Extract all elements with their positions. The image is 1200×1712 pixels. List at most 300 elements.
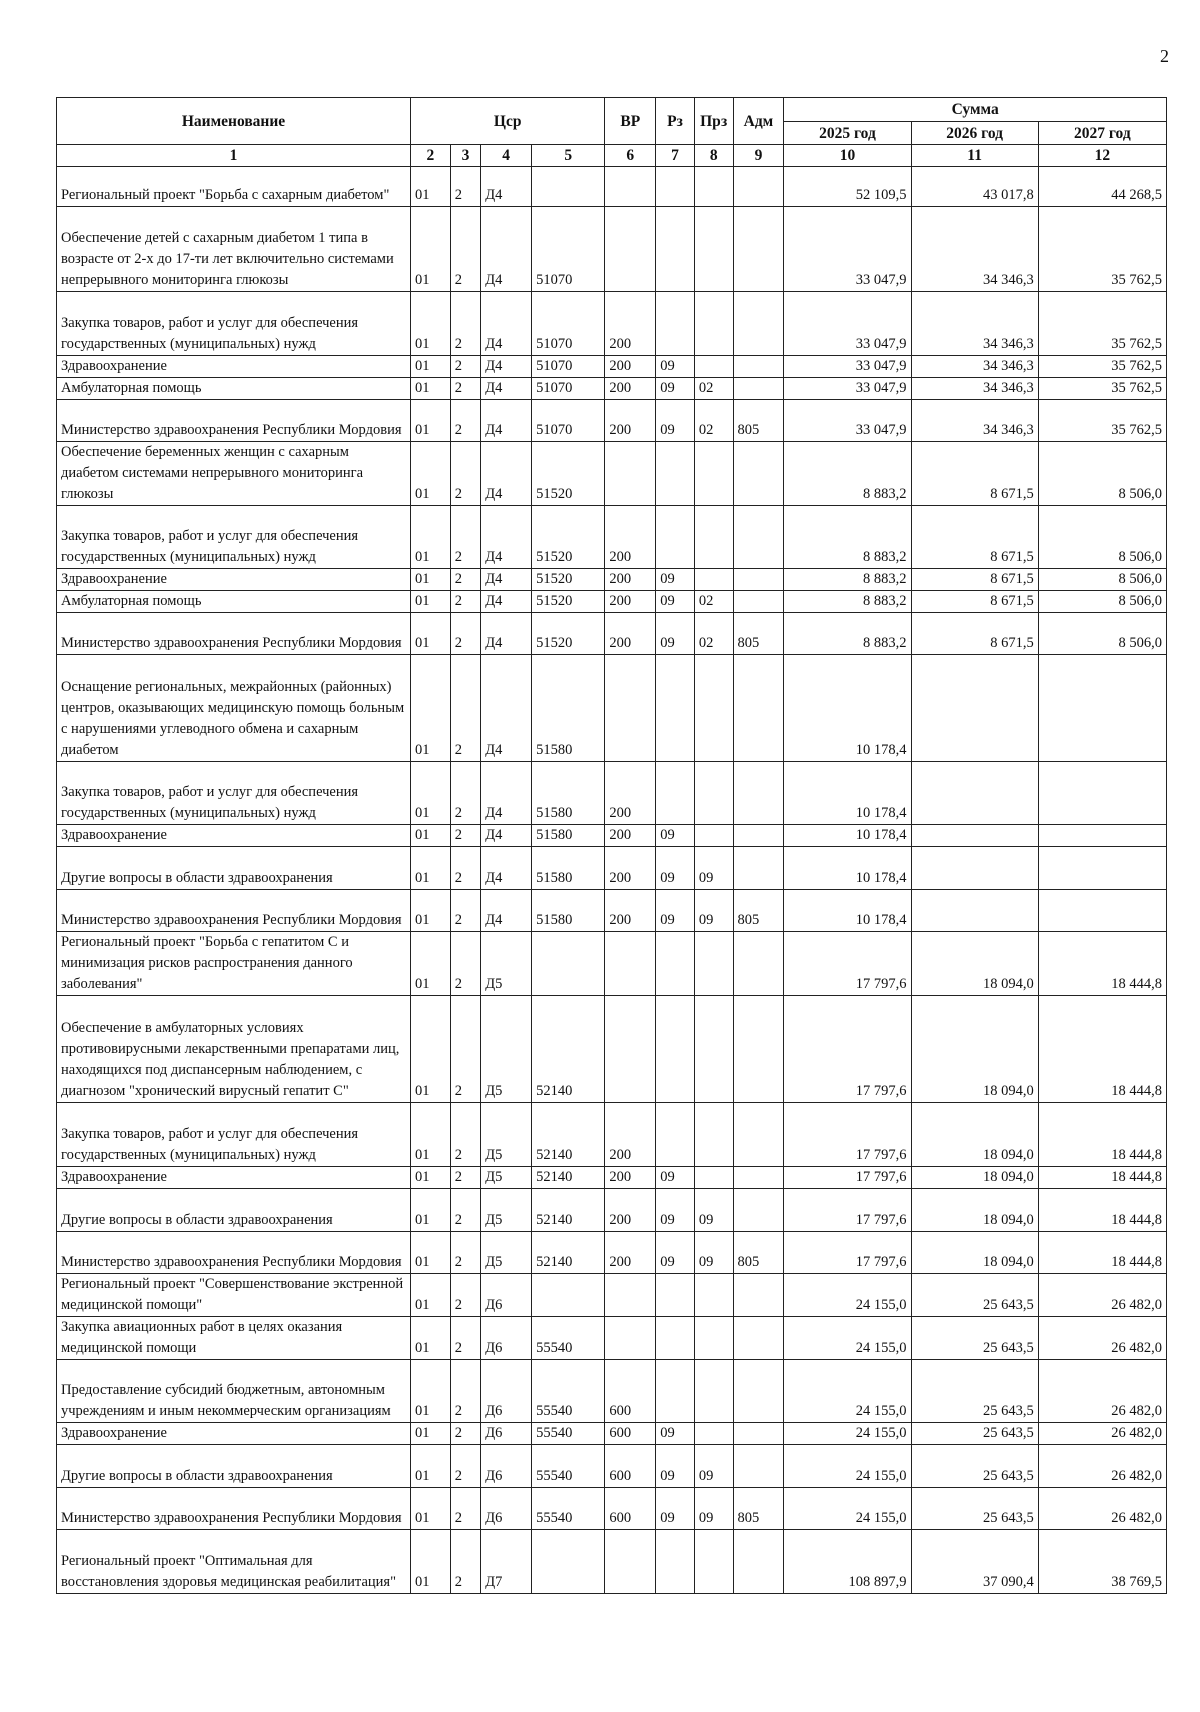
- prz-cell: [694, 442, 733, 506]
- prz-cell: [694, 506, 733, 569]
- sum-2026: 25 643,5: [911, 1423, 1038, 1445]
- csr-part-2: 2: [450, 207, 481, 292]
- sum-2027: 8 506,0: [1038, 442, 1166, 506]
- rz-cell: [656, 1103, 695, 1167]
- rz-cell: 09: [656, 847, 695, 890]
- csr-part-2: 2: [450, 167, 481, 207]
- csr-part-3: Д4: [481, 591, 532, 613]
- adm-cell: [733, 1274, 784, 1317]
- csr-part-3: Д5: [481, 996, 532, 1103]
- sum-2025: 24 155,0: [784, 1488, 911, 1530]
- vr-cell: 600: [605, 1445, 656, 1488]
- csr-part-1: 01: [411, 1274, 451, 1317]
- csr-part-4: 51070: [532, 400, 605, 442]
- sum-2027: [1038, 762, 1166, 825]
- rz-cell: [656, 932, 695, 996]
- csr-part-1: 01: [411, 1232, 451, 1274]
- csr-part-3: Д6: [481, 1274, 532, 1317]
- vr-cell: 600: [605, 1360, 656, 1423]
- vr-cell: [605, 442, 656, 506]
- sum-2026: [911, 762, 1038, 825]
- table-row: [57, 613, 1167, 655]
- sum-2027: 26 482,0: [1038, 1488, 1166, 1530]
- sum-2026: 18 094,0: [911, 1232, 1038, 1274]
- prz-cell: 02: [694, 591, 733, 613]
- rz-cell: [656, 655, 695, 762]
- prz-cell: 09: [694, 1189, 733, 1232]
- row-name: Амбулаторная помощь: [57, 591, 411, 613]
- row-name: Здравоохранение: [57, 356, 411, 378]
- csr-part-3: Д7: [481, 1530, 532, 1594]
- row-name: Закупка товаров, работ и услуг для обеспечения государственных (муниципальных) нужд: [57, 506, 411, 569]
- vr-cell: 200: [605, 378, 656, 400]
- csr-part-3: Д4: [481, 613, 532, 655]
- sum-2027: 44 268,5: [1038, 167, 1166, 207]
- csr-part-4: 52140: [532, 1167, 605, 1189]
- csr-part-2: 2: [450, 655, 481, 762]
- row-name: Региональный проект "Совершенствование экстренной медицинской помощи": [57, 1274, 411, 1317]
- csr-part-3: Д4: [481, 442, 532, 506]
- sum-2027: 26 482,0: [1038, 1360, 1166, 1423]
- adm-cell: 805: [733, 1232, 784, 1274]
- sum-2025: 17 797,6: [784, 1103, 911, 1167]
- vr-cell: 200: [605, 847, 656, 890]
- prz-cell: [694, 1423, 733, 1445]
- vr-cell: 200: [605, 1189, 656, 1232]
- prz-cell: [694, 1530, 733, 1594]
- sum-2026: 25 643,5: [911, 1317, 1038, 1360]
- row-name: Здравоохранение: [57, 1167, 411, 1189]
- sum-2026: 18 094,0: [911, 1189, 1038, 1232]
- adm-cell: [733, 655, 784, 762]
- csr-part-3: Д4: [481, 569, 532, 591]
- adm-cell: [733, 442, 784, 506]
- rz-cell: [656, 1360, 695, 1423]
- sum-2025: 10 178,4: [784, 762, 911, 825]
- csr-part-4: 55540: [532, 1423, 605, 1445]
- csr-part-1: 01: [411, 890, 451, 932]
- csr-part-3: Д5: [481, 1189, 532, 1232]
- table-row: [57, 1360, 1167, 1423]
- table-row: [57, 1189, 1167, 1232]
- csr-part-4: 51520: [532, 591, 605, 613]
- adm-cell: [733, 167, 784, 207]
- vr-cell: [605, 167, 656, 207]
- adm-cell: [733, 1317, 784, 1360]
- vr-cell: [605, 932, 656, 996]
- sum-2025: 17 797,6: [784, 996, 911, 1103]
- csr-part-4: 51070: [532, 292, 605, 356]
- header-csr: Цср: [411, 98, 605, 145]
- sum-2027: 18 444,8: [1038, 996, 1166, 1103]
- adm-cell: [733, 1167, 784, 1189]
- csr-part-4: 52140: [532, 996, 605, 1103]
- csr-part-1: 01: [411, 762, 451, 825]
- vr-cell: 600: [605, 1423, 656, 1445]
- csr-part-2: 2: [450, 506, 481, 569]
- vr-cell: 200: [605, 591, 656, 613]
- sum-2027: [1038, 847, 1166, 890]
- adm-cell: [733, 591, 784, 613]
- sum-2027: 8 506,0: [1038, 569, 1166, 591]
- row-name: Региональный проект "Борьба с гепатитом С и минимизация рисков распространения данного заболевания": [57, 932, 411, 996]
- csr-part-3: Д5: [481, 932, 532, 996]
- budget-table: [56, 97, 1167, 1594]
- vr-cell: [605, 207, 656, 292]
- sum-2026: [911, 890, 1038, 932]
- sum-2026: 37 090,4: [911, 1530, 1038, 1594]
- csr-part-1: 01: [411, 825, 451, 847]
- rz-cell: 09: [656, 1189, 695, 1232]
- table-row: [57, 207, 1167, 292]
- table-row: [57, 569, 1167, 591]
- csr-part-1: 01: [411, 167, 451, 207]
- sum-2025: 33 047,9: [784, 400, 911, 442]
- csr-part-2: 2: [450, 1103, 481, 1167]
- prz-cell: [694, 292, 733, 356]
- csr-part-4: 55540: [532, 1317, 605, 1360]
- csr-part-2: 2: [450, 442, 481, 506]
- csr-part-2: 2: [450, 890, 481, 932]
- sum-2025: 24 155,0: [784, 1360, 911, 1423]
- csr-part-3: Д5: [481, 1232, 532, 1274]
- sum-2027: 26 482,0: [1038, 1317, 1166, 1360]
- sum-2025: 10 178,4: [784, 847, 911, 890]
- header-adm: Адм: [733, 98, 784, 145]
- rz-cell: 09: [656, 400, 695, 442]
- sum-2025: 24 155,0: [784, 1274, 911, 1317]
- csr-part-2: 2: [450, 847, 481, 890]
- csr-part-1: 01: [411, 1167, 451, 1189]
- page-number: 2: [1160, 46, 1169, 66]
- rz-cell: 09: [656, 825, 695, 847]
- sum-2026: 8 671,5: [911, 442, 1038, 506]
- sum-2027: 18 444,8: [1038, 1232, 1166, 1274]
- sum-2026: [911, 655, 1038, 762]
- sum-2026: 34 346,3: [911, 292, 1038, 356]
- csr-part-4: 51520: [532, 506, 605, 569]
- csr-part-1: 01: [411, 1423, 451, 1445]
- sum-2025: 33 047,9: [784, 356, 911, 378]
- sum-2025: 33 047,9: [784, 378, 911, 400]
- prz-cell: 09: [694, 1488, 733, 1530]
- rz-cell: 09: [656, 569, 695, 591]
- sum-2026: 18 094,0: [911, 1167, 1038, 1189]
- prz-cell: 02: [694, 378, 733, 400]
- csr-part-1: 01: [411, 569, 451, 591]
- csr-part-3: Д5: [481, 1103, 532, 1167]
- vr-cell: [605, 996, 656, 1103]
- csr-part-4: 51520: [532, 613, 605, 655]
- table-row: [57, 1274, 1167, 1317]
- csr-part-2: 2: [450, 569, 481, 591]
- sum-2026: 25 643,5: [911, 1274, 1038, 1317]
- csr-part-1: 01: [411, 932, 451, 996]
- sum-2026: 34 346,3: [911, 378, 1038, 400]
- table-row: [57, 1530, 1167, 1594]
- rz-cell: 09: [656, 890, 695, 932]
- csr-part-4: [532, 932, 605, 996]
- csr-part-2: 2: [450, 613, 481, 655]
- row-name: Министерство здравоохранения Республики Мордовия: [57, 400, 411, 442]
- sum-2026: 34 346,3: [911, 400, 1038, 442]
- vr-cell: 200: [605, 356, 656, 378]
- vr-cell: 600: [605, 1488, 656, 1530]
- sum-2025: 10 178,4: [784, 825, 911, 847]
- sum-2027: [1038, 655, 1166, 762]
- sum-2026: 25 643,5: [911, 1488, 1038, 1530]
- csr-part-2: 2: [450, 1445, 481, 1488]
- vr-cell: 200: [605, 569, 656, 591]
- sum-2025: 33 047,9: [784, 292, 911, 356]
- sum-2026: 34 346,3: [911, 356, 1038, 378]
- sum-2027: 18 444,8: [1038, 1103, 1166, 1167]
- rz-cell: [656, 292, 695, 356]
- csr-part-1: 01: [411, 1488, 451, 1530]
- header-prz: Прз: [694, 98, 733, 145]
- table-row: [57, 1445, 1167, 1488]
- csr-part-4: 51580: [532, 890, 605, 932]
- prz-cell: 09: [694, 1232, 733, 1274]
- csr-part-1: 01: [411, 506, 451, 569]
- csr-part-4: 51070: [532, 356, 605, 378]
- rz-cell: [656, 207, 695, 292]
- csr-part-4: [532, 167, 605, 207]
- table-row: [57, 506, 1167, 569]
- col-number: 7: [656, 145, 695, 167]
- sum-2025: 8 883,2: [784, 591, 911, 613]
- table-row: [57, 400, 1167, 442]
- adm-cell: [733, 1103, 784, 1167]
- prz-cell: [694, 356, 733, 378]
- col-number: 8: [694, 145, 733, 167]
- sum-2027: 26 482,0: [1038, 1423, 1166, 1445]
- sum-2026: 34 346,3: [911, 207, 1038, 292]
- csr-part-2: 2: [450, 356, 481, 378]
- csr-part-4: 52140: [532, 1232, 605, 1274]
- sum-2026: 8 671,5: [911, 591, 1038, 613]
- table-row: [57, 1488, 1167, 1530]
- rz-cell: 09: [656, 1423, 695, 1445]
- vr-cell: [605, 655, 656, 762]
- csr-part-2: 2: [450, 825, 481, 847]
- row-name: Обеспечение в амбулаторных условиях противовирусными лекарственными препаратами лиц, находящихся под диспансерным наблюдением, с диагнозом "хронический вирусный гепатит С": [57, 996, 411, 1103]
- sum-2026: 18 094,0: [911, 932, 1038, 996]
- adm-cell: [733, 932, 784, 996]
- rz-cell: 09: [656, 378, 695, 400]
- sum-2027: 35 762,5: [1038, 400, 1166, 442]
- table-body: [57, 167, 1167, 1594]
- csr-part-1: 01: [411, 1445, 451, 1488]
- col-number: 11: [911, 145, 1038, 167]
- header-rz: Рз: [656, 98, 695, 145]
- csr-part-2: 2: [450, 996, 481, 1103]
- header-year-2026: 2026 год: [911, 122, 1038, 145]
- table-row: [57, 378, 1167, 400]
- adm-cell: [733, 1360, 784, 1423]
- vr-cell: 200: [605, 1167, 656, 1189]
- csr-part-1: 01: [411, 1360, 451, 1423]
- sum-2027: 8 506,0: [1038, 506, 1166, 569]
- adm-cell: 805: [733, 1488, 784, 1530]
- sum-2025: 10 178,4: [784, 655, 911, 762]
- prz-cell: [694, 996, 733, 1103]
- csr-part-3: Д6: [481, 1423, 532, 1445]
- sum-2025: 33 047,9: [784, 207, 911, 292]
- prz-cell: [694, 1274, 733, 1317]
- row-name: Региональный проект "Борьба с сахарным диабетом": [57, 167, 411, 207]
- sum-2025: 17 797,6: [784, 1232, 911, 1274]
- csr-part-4: 51580: [532, 825, 605, 847]
- vr-cell: 200: [605, 506, 656, 569]
- rz-cell: [656, 1317, 695, 1360]
- table-row: [57, 890, 1167, 932]
- csr-part-2: 2: [450, 378, 481, 400]
- csr-part-3: Д5: [481, 1167, 532, 1189]
- sum-2026: [911, 847, 1038, 890]
- csr-part-2: 2: [450, 1189, 481, 1232]
- prz-cell: 02: [694, 613, 733, 655]
- csr-part-1: 01: [411, 356, 451, 378]
- table-row: [57, 996, 1167, 1103]
- row-name: Другие вопросы в области здравоохранения: [57, 1445, 411, 1488]
- adm-cell: [733, 825, 784, 847]
- prz-cell: [694, 825, 733, 847]
- adm-cell: [733, 847, 784, 890]
- prz-cell: [694, 762, 733, 825]
- sum-2027: 18 444,8: [1038, 1189, 1166, 1232]
- sum-2025: 108 897,9: [784, 1530, 911, 1594]
- row-name: Министерство здравоохранения Республики Мордовия: [57, 613, 411, 655]
- csr-part-4: 51580: [532, 847, 605, 890]
- csr-part-1: 01: [411, 378, 451, 400]
- row-name: Обеспечение беременных женщин с сахарным диабетом системами непрерывного мониторинга глюкозы: [57, 442, 411, 506]
- col-number: 6: [605, 145, 656, 167]
- table-row: [57, 1423, 1167, 1445]
- csr-part-3: Д4: [481, 400, 532, 442]
- adm-cell: [733, 1189, 784, 1232]
- rz-cell: 09: [656, 1167, 695, 1189]
- csr-part-3: Д4: [481, 655, 532, 762]
- csr-part-3: Д4: [481, 825, 532, 847]
- vr-cell: 200: [605, 890, 656, 932]
- csr-part-4: 51070: [532, 378, 605, 400]
- row-name: Региональный проект "Оптимальная для восстановления здоровья медицинская реабилитация": [57, 1530, 411, 1594]
- csr-part-3: Д4: [481, 506, 532, 569]
- table-row: [57, 167, 1167, 207]
- vr-cell: 200: [605, 400, 656, 442]
- rz-cell: 09: [656, 591, 695, 613]
- csr-part-1: 01: [411, 847, 451, 890]
- csr-part-3: Д4: [481, 847, 532, 890]
- adm-cell: [733, 506, 784, 569]
- sum-2027: 26 482,0: [1038, 1274, 1166, 1317]
- csr-part-2: 2: [450, 1530, 481, 1594]
- sum-2027: 8 506,0: [1038, 613, 1166, 655]
- table-row: [57, 1317, 1167, 1360]
- header-year-2025: 2025 год: [784, 122, 911, 145]
- prz-cell: 09: [694, 1445, 733, 1488]
- sum-2025: 24 155,0: [784, 1423, 911, 1445]
- csr-part-4: [532, 1530, 605, 1594]
- csr-part-4: 51580: [532, 655, 605, 762]
- csr-part-1: 01: [411, 996, 451, 1103]
- prz-cell: [694, 1360, 733, 1423]
- csr-part-2: 2: [450, 1423, 481, 1445]
- sum-2026: 43 017,8: [911, 167, 1038, 207]
- table-row: [57, 825, 1167, 847]
- rz-cell: 09: [656, 1232, 695, 1274]
- sum-2027: 38 769,5: [1038, 1530, 1166, 1594]
- adm-cell: 805: [733, 613, 784, 655]
- rz-cell: 09: [656, 356, 695, 378]
- vr-cell: 200: [605, 613, 656, 655]
- csr-part-3: Д4: [481, 762, 532, 825]
- csr-part-1: 01: [411, 1189, 451, 1232]
- csr-part-4: 55540: [532, 1445, 605, 1488]
- csr-part-4: [532, 1274, 605, 1317]
- csr-part-3: Д6: [481, 1317, 532, 1360]
- vr-cell: [605, 1274, 656, 1317]
- prz-cell: [694, 207, 733, 292]
- sum-2025: 17 797,6: [784, 1167, 911, 1189]
- col-number: 12: [1038, 145, 1166, 167]
- csr-part-4: 55540: [532, 1360, 605, 1423]
- rz-cell: [656, 1274, 695, 1317]
- row-name: Закупка товаров, работ и услуг для обеспечения государственных (муниципальных) нужд: [57, 762, 411, 825]
- prz-cell: [694, 569, 733, 591]
- csr-part-1: 01: [411, 400, 451, 442]
- col-number: 3: [450, 145, 481, 167]
- sum-2026: 8 671,5: [911, 569, 1038, 591]
- csr-part-2: 2: [450, 292, 481, 356]
- col-number: 5: [532, 145, 605, 167]
- sum-2026: 18 094,0: [911, 1103, 1038, 1167]
- sum-2026: 8 671,5: [911, 506, 1038, 569]
- rz-cell: 09: [656, 613, 695, 655]
- sum-2027: 35 762,5: [1038, 378, 1166, 400]
- csr-part-4: 52140: [532, 1103, 605, 1167]
- prz-cell: [694, 167, 733, 207]
- sum-2025: 10 178,4: [784, 890, 911, 932]
- vr-cell: 200: [605, 292, 656, 356]
- rz-cell: [656, 506, 695, 569]
- row-name: Министерство здравоохранения Республики Мордовия: [57, 890, 411, 932]
- adm-cell: [733, 569, 784, 591]
- rz-cell: [656, 762, 695, 825]
- sum-2025: 8 883,2: [784, 506, 911, 569]
- sum-2026: 25 643,5: [911, 1360, 1038, 1423]
- csr-part-4: 51520: [532, 442, 605, 506]
- table-row: [57, 591, 1167, 613]
- csr-part-2: 2: [450, 400, 481, 442]
- adm-cell: [733, 1530, 784, 1594]
- vr-cell: 200: [605, 825, 656, 847]
- table-row: [57, 1232, 1167, 1274]
- row-name: Здравоохранение: [57, 1423, 411, 1445]
- csr-part-1: 01: [411, 442, 451, 506]
- rz-cell: 09: [656, 1488, 695, 1530]
- csr-part-1: 01: [411, 655, 451, 762]
- sum-2027: [1038, 825, 1166, 847]
- csr-part-2: 2: [450, 932, 481, 996]
- csr-part-2: 2: [450, 1360, 481, 1423]
- table-row: [57, 762, 1167, 825]
- csr-part-3: Д4: [481, 356, 532, 378]
- csr-part-3: Д6: [481, 1360, 532, 1423]
- col-number: 9: [733, 145, 784, 167]
- csr-part-1: 01: [411, 1317, 451, 1360]
